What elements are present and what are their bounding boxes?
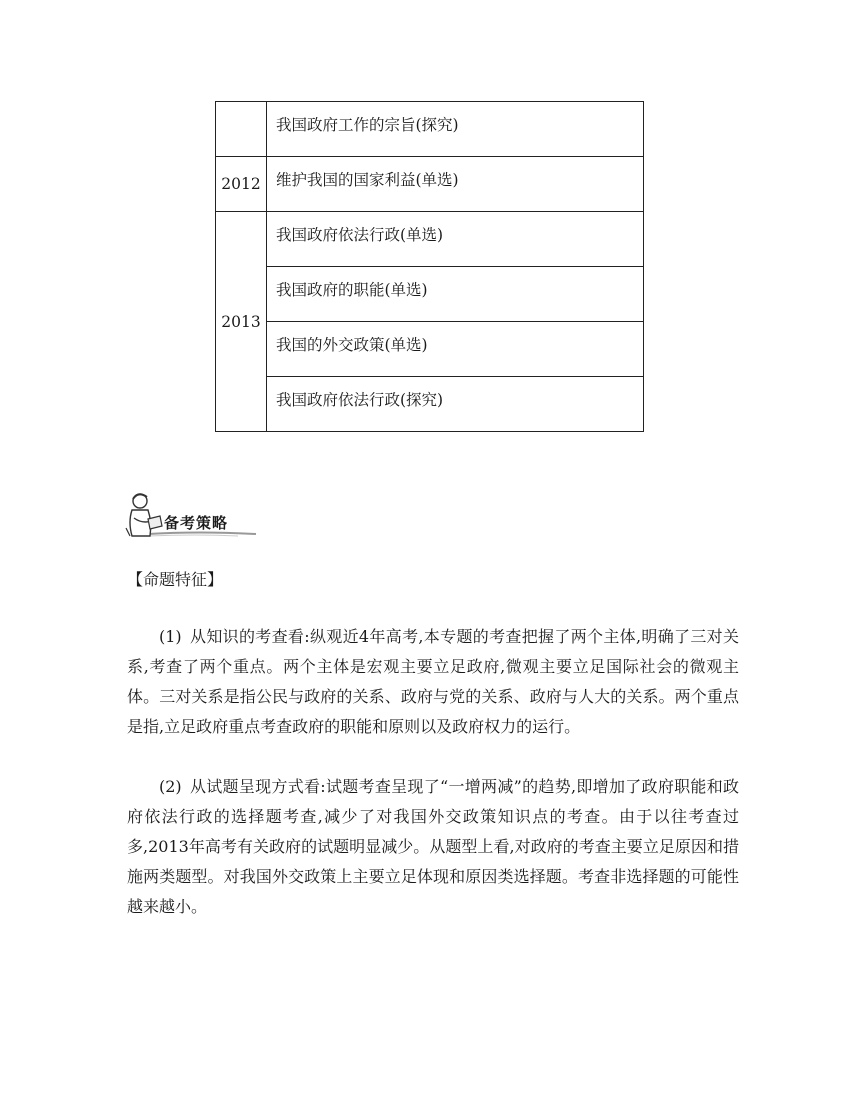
table-row: [216, 267, 644, 322]
strategy-banner: [118, 488, 258, 542]
paragraph: [127, 622, 739, 742]
year-cell: 2012: [216, 157, 267, 212]
topic-text: 我国政府的职能(单选): [276, 281, 428, 299]
table-row: [216, 377, 644, 432]
strategy-title: 备考策略: [164, 514, 229, 532]
paragraph-text: 从试题呈现方式看:试题考查呈现了“一增两减”的趋势,即增加了政府职能和政府依法行政的选择题考查,减少了对我国外交政策知识点的考查。由于以往考查过多,2013年高考有关政府的试题明显减少。从题型上看,对政府的考查主要立足原因和措施两类题型。对我国外交政策上主要立足体现和原因类选择题。考查非选择题的可能性越来越小。: [127, 777, 739, 916]
table-row: [216, 157, 644, 212]
topic-text: 我国政府依法行政(单选): [276, 226, 444, 244]
year-cell: [216, 102, 267, 157]
table-row: [216, 102, 644, 157]
year-cell: 2013: [216, 212, 267, 432]
topic-text: 我国政府工作的宗旨(探究): [276, 116, 459, 134]
topic-text: 维护我国的国家利益(单选): [276, 171, 459, 189]
paragraph-number: (1): [159, 627, 182, 646]
section-heading: 【命题特征】: [127, 570, 224, 589]
table-row: [216, 212, 644, 267]
topic-cell: [267, 377, 644, 432]
paragraph-text: 从知识的考查看:纵观近4年高考,本专题的考查把握了两个主体,明确了三对关系,考查了两个重点。两个主体是宏观主要立足政府,微观主要立足国际社会的微观主体。三对关系是指公民与政府的关系、政府与党的关系、政府与人大的关系。两个重点是指,立足政府重点考查政府的职能和原则以及政府权力的运行。: [127, 627, 739, 736]
topic-cell: [267, 157, 644, 212]
topic-cell: [267, 322, 644, 377]
paragraph: [127, 772, 739, 922]
table-row: [216, 322, 644, 377]
topic-text: 我国政府依法行政(探究): [276, 391, 444, 409]
topic-text: 我国的外交政策(单选): [276, 336, 428, 354]
topic-cell: [267, 267, 644, 322]
paragraph-number: (2): [159, 777, 182, 796]
exam-topics-table: [215, 101, 644, 432]
topic-cell: [267, 212, 644, 267]
topic-cell: [267, 102, 644, 157]
